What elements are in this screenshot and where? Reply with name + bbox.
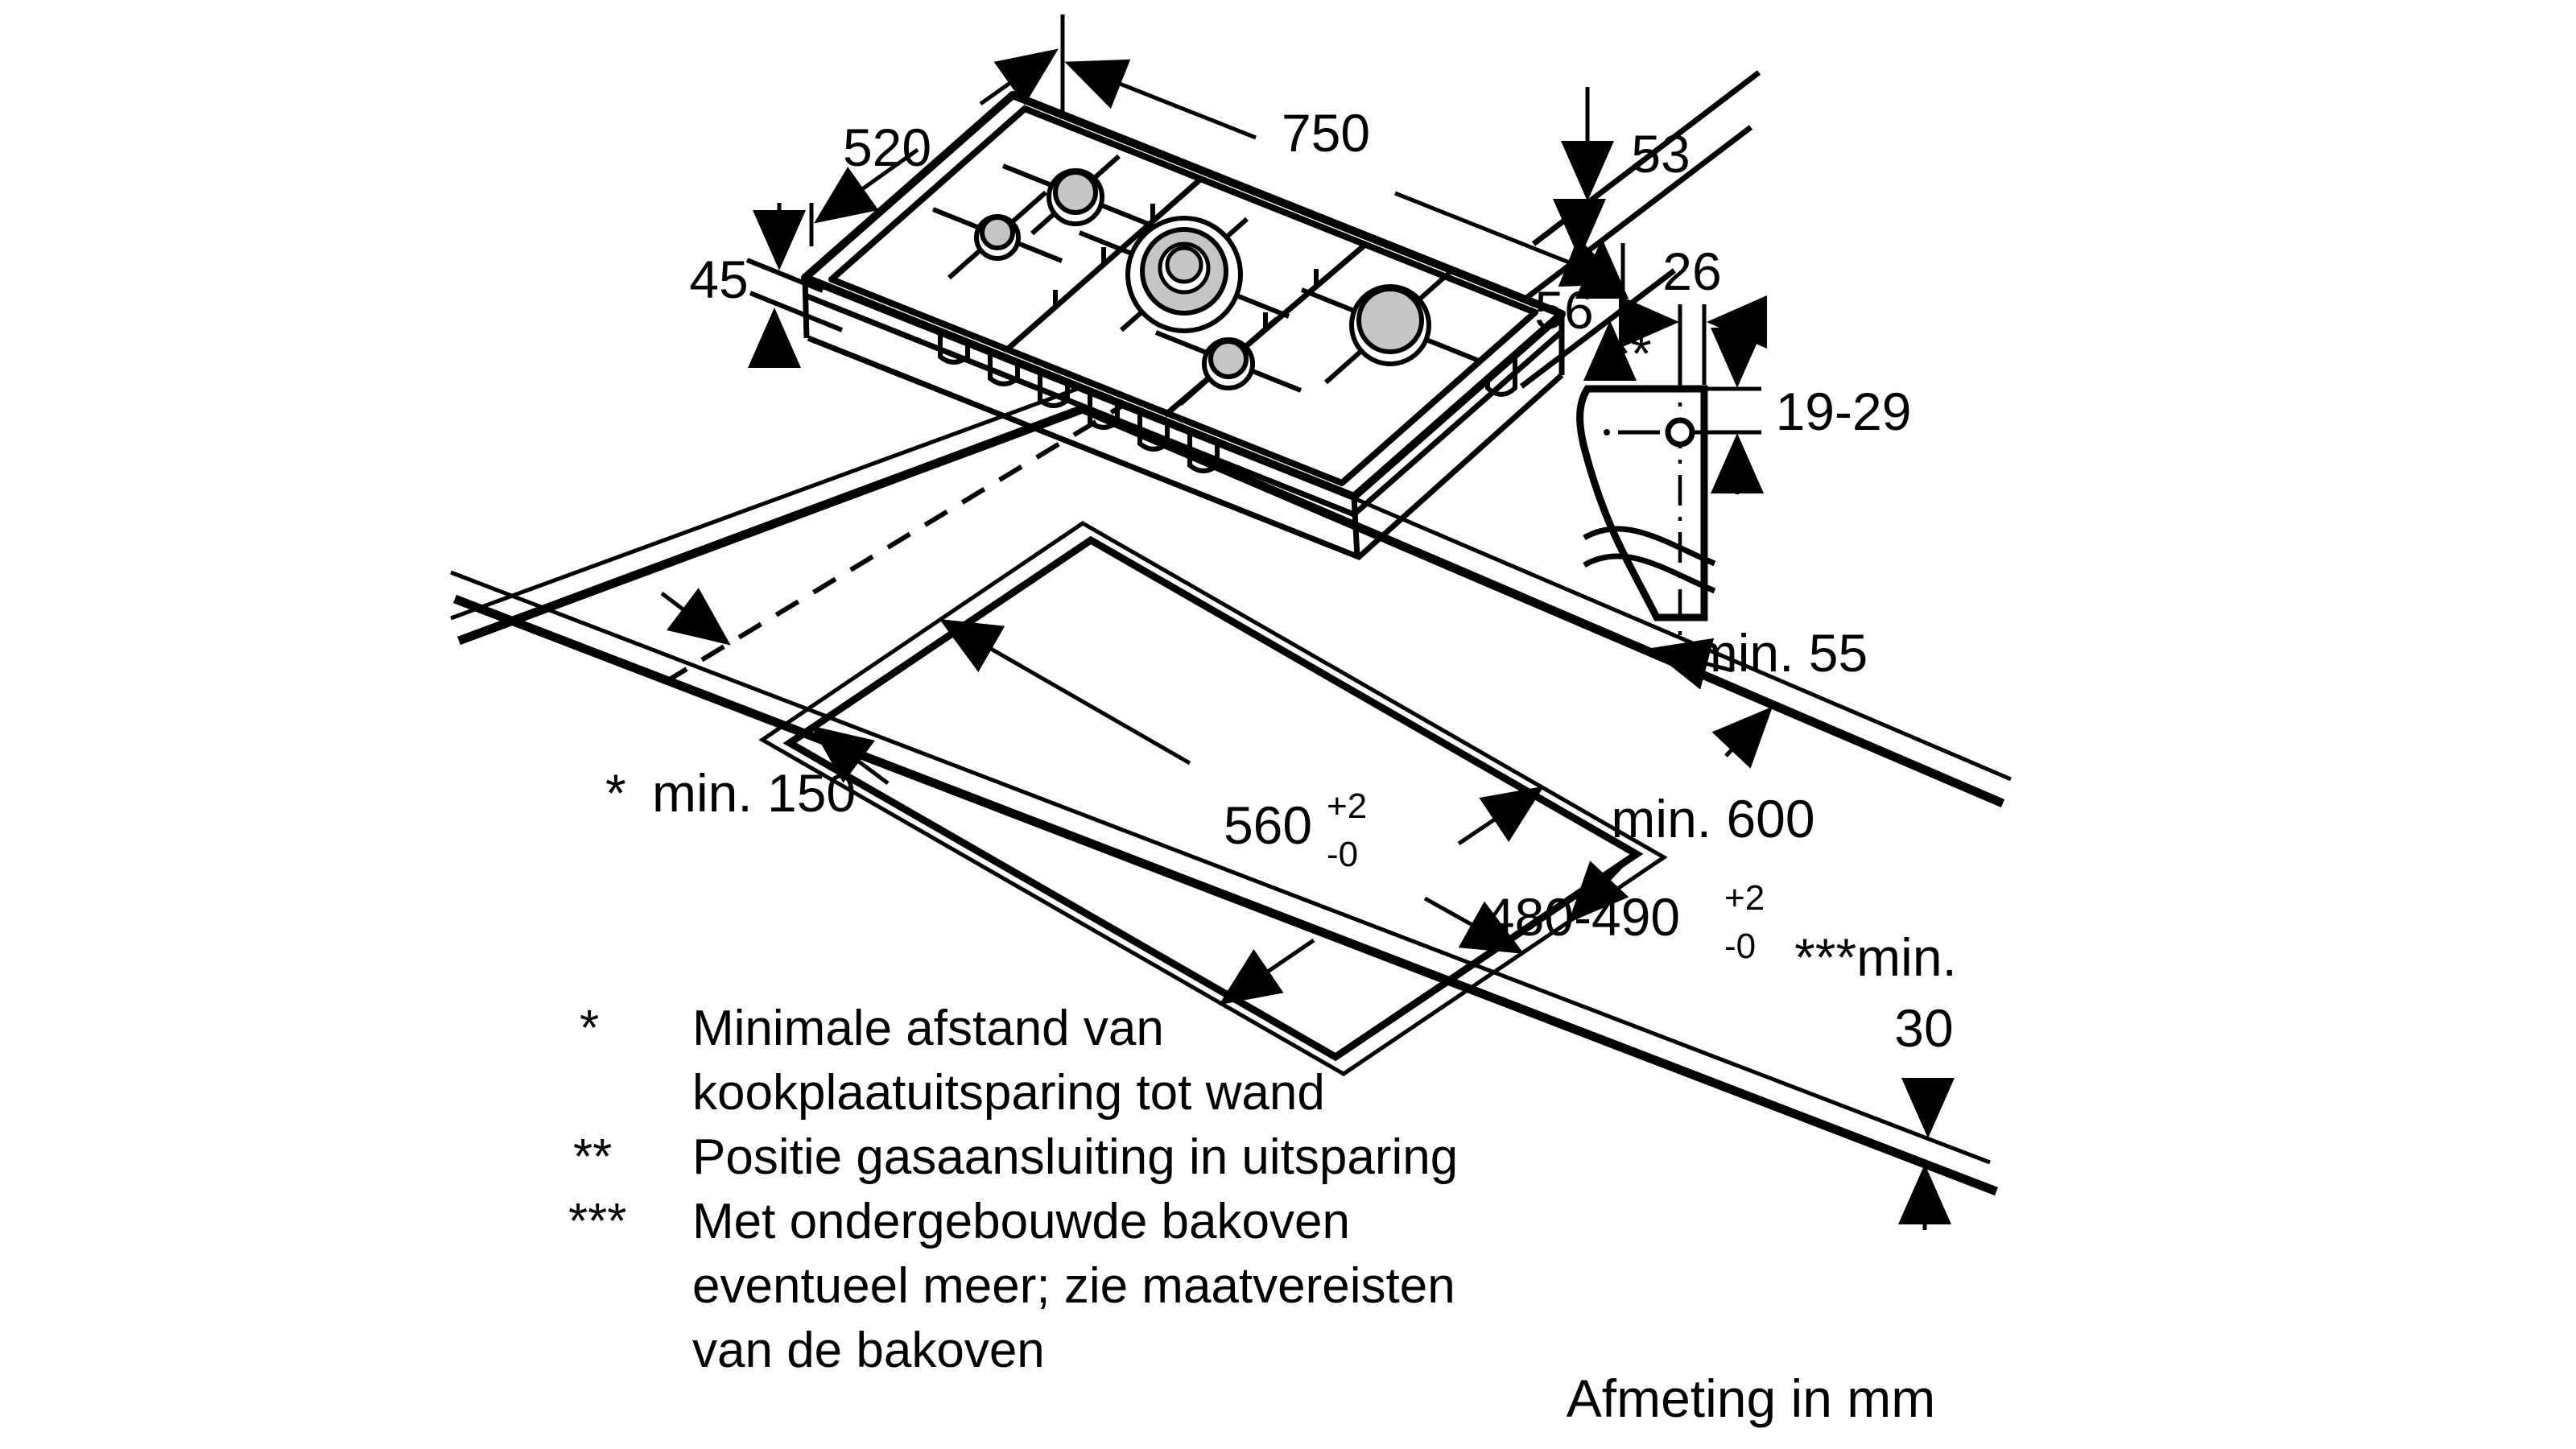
dim-26-label: 26	[1662, 242, 1722, 301]
centerline-dot	[1604, 429, 1610, 436]
dim-560-tol-minus: -0	[1327, 835, 1359, 874]
burner-back-left	[1049, 171, 1102, 224]
legend-text-6: van de bakoven	[692, 1323, 1045, 1378]
dim-480-tol-plus: +2	[1724, 878, 1765, 918]
dim-480-line-b	[1223, 940, 1314, 1002]
dim-560-tol-plus: +2	[1327, 786, 1368, 826]
gas-connection-point	[1668, 420, 1692, 444]
legend-sym-4: ***	[568, 1194, 627, 1249]
legend-text-3: Positie gasaansluiting in uitsparing	[692, 1129, 1459, 1185]
dim-min30-value: 30	[1894, 998, 1954, 1058]
dim-min600-arrow-b	[1726, 710, 1769, 756]
legend-text-1: Minimale afstand van	[692, 1001, 1164, 1056]
legend-text-2: kookplaatuitsparing tot wand	[692, 1065, 1325, 1121]
dim-min600-label: min. 600	[1611, 789, 1815, 848]
dim-45-ext-b	[750, 293, 842, 330]
hob-left-corner-edge	[805, 278, 807, 338]
dim-min150-sym: *	[605, 763, 626, 823]
dim-56-label: 56	[1534, 280, 1594, 340]
dim-560-line-a	[943, 621, 1190, 763]
dim-26-sym: **	[1610, 324, 1652, 383]
burner-front-right	[1204, 340, 1253, 388]
dim-560-label: 560	[1223, 795, 1313, 855]
dim-min55-label: min. 55	[1693, 623, 1868, 683]
burner-back-right	[1352, 287, 1429, 364]
dim-750-label: 750	[1281, 103, 1371, 163]
burner-front-left	[976, 217, 1018, 258]
dim-480-label: 480-490	[1484, 887, 1681, 947]
dim-1929-label: 19-29	[1775, 382, 1912, 441]
units-note: Afmeting in mm	[1566, 1368, 1936, 1428]
hob-front-corner-edge	[1354, 497, 1357, 557]
burner-wok-center	[1128, 218, 1241, 331]
dim-min150-arrow-a	[662, 593, 727, 642]
dim-480-tol-minus: -0	[1724, 927, 1757, 966]
dim-53-label: 53	[1631, 124, 1690, 184]
dim-min150-label: min. 150	[652, 763, 857, 823]
dim-520-label: 520	[842, 118, 932, 177]
dim-480-line-a	[1459, 789, 1540, 844]
legend-text-5: eventueel meer; zie maatvereisten	[692, 1258, 1455, 1314]
legend-text-4: Met ondergebouwde bakoven	[692, 1194, 1350, 1249]
dim-min30-label: ***min.	[1794, 927, 1957, 987]
dim-45-label: 45	[689, 250, 749, 309]
legend-sym-1: *	[580, 1001, 600, 1056]
legend-sym-3: **	[573, 1129, 613, 1185]
